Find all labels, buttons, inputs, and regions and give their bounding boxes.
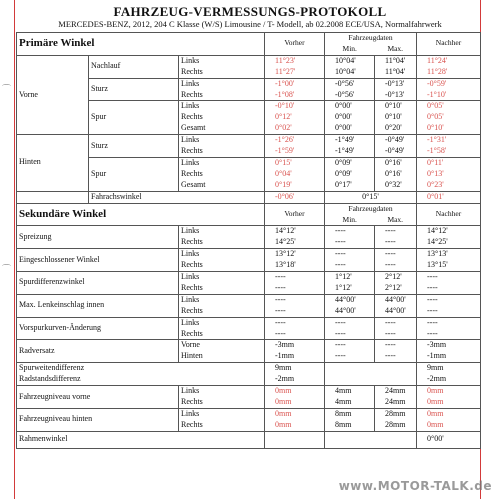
parameter-label: Sturz bbox=[89, 78, 179, 101]
value-min: ---- bbox=[325, 260, 375, 271]
side-label: Vorne bbox=[179, 340, 265, 351]
side-label: Rechts bbox=[179, 306, 265, 317]
parameter-label: Rahmenwinkel bbox=[17, 431, 265, 448]
value-max: 2°12' bbox=[375, 272, 417, 283]
value-min: 0°09' bbox=[325, 169, 375, 180]
value-max: 0°20' bbox=[375, 123, 417, 134]
value-nachher: ---- bbox=[417, 329, 481, 340]
value-nachher: ---- bbox=[417, 294, 481, 305]
scan-mark: ⌒ bbox=[2, 84, 12, 94]
parameter-label: Sturz bbox=[89, 135, 179, 158]
side-label: Gesamt bbox=[179, 123, 265, 134]
value-nachher: 0°00' bbox=[417, 431, 481, 448]
value-vorher: 11°27' bbox=[265, 67, 325, 78]
side-label: Links bbox=[179, 101, 265, 112]
page-title: FAHRZEUG-VERMESSUNGS-PROTOKOLL bbox=[113, 4, 387, 19]
col-header-fahrzeugdaten: Fahrzeugdaten bbox=[325, 203, 417, 214]
parameter-label: Spur bbox=[89, 157, 179, 191]
value-vorher: 9mm bbox=[265, 363, 325, 374]
parameter-label: Spurweitendifferenz bbox=[17, 363, 265, 374]
side-label: Links bbox=[179, 317, 265, 328]
col-header-min: Min. bbox=[342, 43, 357, 53]
value-nachher: 0mm bbox=[417, 397, 481, 408]
value-fahrzeugdaten bbox=[325, 431, 417, 448]
value-vorher: ---- bbox=[265, 329, 325, 340]
side-label: Rechts bbox=[179, 260, 265, 271]
parameter-label: Eingeschlossener Winkel bbox=[17, 249, 179, 272]
table-row bbox=[17, 340, 481, 351]
parameter-label: Nachlauf bbox=[89, 55, 179, 78]
value-min: ---- bbox=[325, 249, 375, 260]
scan-mark: ⌒ bbox=[2, 264, 12, 274]
col-header-nachher: Nachher bbox=[417, 203, 481, 226]
side-label: Gesamt bbox=[179, 180, 265, 191]
value-nachher: 0°05' bbox=[417, 101, 481, 112]
value-max: 44°00' bbox=[375, 294, 417, 305]
value-max: 11°04' bbox=[375, 67, 417, 78]
side-label: Links bbox=[179, 78, 265, 89]
value-min: -0°56' bbox=[325, 78, 375, 89]
value-min: -1°49' bbox=[325, 135, 375, 146]
value-vorher: -0°10' bbox=[265, 101, 325, 112]
value-min: 0°00' bbox=[325, 101, 375, 112]
value-vorher: 0°15' bbox=[265, 157, 325, 168]
value-max: ---- bbox=[375, 237, 417, 248]
value-vorher: ---- bbox=[265, 317, 325, 328]
value-nachher: 11°28' bbox=[417, 67, 481, 78]
parameter-label: Vorspurkurven-Änderung bbox=[17, 317, 179, 340]
side-label: Links bbox=[179, 408, 265, 419]
value-nachher: ---- bbox=[417, 272, 481, 283]
side-label: Rechts bbox=[179, 169, 265, 180]
side-label: Rechts bbox=[179, 397, 265, 408]
col-header-min: Min. bbox=[342, 214, 357, 224]
value-max: 0°32' bbox=[375, 180, 417, 191]
value-nachher: 0°01' bbox=[417, 191, 481, 203]
value-fahrzeugdaten bbox=[325, 374, 417, 385]
value-vorher: ---- bbox=[265, 306, 325, 317]
value-fahrzeugdaten bbox=[325, 363, 417, 374]
section-title-primary: Primäre Winkel bbox=[17, 33, 265, 56]
value-nachher: 0°13' bbox=[417, 169, 481, 180]
value-nachher: 0°05' bbox=[417, 112, 481, 123]
value-min: 0°00' bbox=[325, 123, 375, 134]
value-max: 0°10' bbox=[375, 112, 417, 123]
col-header-max: Max. bbox=[375, 215, 417, 226]
value-max: 0°10' bbox=[375, 101, 417, 112]
value-max: ---- bbox=[375, 340, 417, 351]
side-label: Links bbox=[179, 55, 265, 66]
value-vorher: -1°00' bbox=[265, 78, 325, 89]
value-nachher: 0°23' bbox=[417, 180, 481, 191]
value-vorher: 0°04' bbox=[265, 169, 325, 180]
value-nachher: -1°31' bbox=[417, 135, 481, 146]
value-vorher: 0mm bbox=[265, 420, 325, 431]
value-max: ---- bbox=[375, 260, 417, 271]
value-min: 0°09' bbox=[325, 157, 375, 168]
table-row bbox=[17, 317, 481, 328]
group-label: Hinten bbox=[17, 135, 89, 192]
table-row bbox=[17, 191, 481, 203]
value-vorher: 14°25' bbox=[265, 237, 325, 248]
side-label: Links bbox=[179, 226, 265, 237]
value-vorher: 13°18' bbox=[265, 260, 325, 271]
value-max: 24mm bbox=[375, 386, 417, 397]
value-max: ---- bbox=[375, 351, 417, 362]
side-label: Rechts bbox=[179, 90, 265, 101]
value-min: 44°00' bbox=[325, 294, 375, 305]
parameter-label: Fahrachswinkel bbox=[89, 191, 265, 203]
value-max: ---- bbox=[375, 329, 417, 340]
value-min: ---- bbox=[325, 351, 375, 362]
side-label: Rechts bbox=[179, 146, 265, 157]
side-label: Hinten bbox=[179, 351, 265, 362]
col-header-vorher: Vorher bbox=[265, 33, 325, 56]
value-vorher: 13°12' bbox=[265, 249, 325, 260]
value-min: 1°12' bbox=[325, 283, 375, 294]
value-vorher: 0°02' bbox=[265, 123, 325, 134]
table-row bbox=[17, 374, 481, 385]
table-row bbox=[17, 226, 481, 237]
value-vorher: -1°08' bbox=[265, 90, 325, 101]
col-header-vorher: Vorher bbox=[265, 203, 325, 226]
value-min: ---- bbox=[325, 237, 375, 248]
value-max: -0°49' bbox=[375, 135, 417, 146]
value-min: 0°00' bbox=[325, 112, 375, 123]
value-min: ---- bbox=[325, 226, 375, 237]
side-label: Rechts bbox=[179, 283, 265, 294]
value-vorher: 0°19' bbox=[265, 180, 325, 191]
value-nachher: 14°12' bbox=[417, 226, 481, 237]
side-label: Links bbox=[179, 135, 265, 146]
value-nachher: ---- bbox=[417, 317, 481, 328]
value-nachher: -3mm bbox=[417, 340, 481, 351]
value-nachher: 0mm bbox=[417, 386, 481, 397]
value-nachher: 0mm bbox=[417, 408, 481, 419]
value-nachher: 0mm bbox=[417, 420, 481, 431]
col-header-nachher: Nachher bbox=[417, 33, 481, 56]
parameter-label: Fahrzeugniveau vorne bbox=[17, 386, 179, 409]
value-max: -0°49' bbox=[375, 146, 417, 157]
value-max: 28mm bbox=[375, 420, 417, 431]
table-row bbox=[17, 431, 481, 448]
value-nachher: -1°58' bbox=[417, 146, 481, 157]
value-vorher: 0mm bbox=[265, 397, 325, 408]
table-row bbox=[17, 408, 481, 419]
value-vorher: -3mm bbox=[265, 340, 325, 351]
value-nachher: 9mm bbox=[417, 363, 481, 374]
value-nachher: -2mm bbox=[417, 374, 481, 385]
value-min: 4mm bbox=[325, 386, 375, 397]
value-min: 8mm bbox=[325, 420, 375, 431]
value-nachher: 13°13' bbox=[417, 249, 481, 260]
value-min: 10°04' bbox=[325, 55, 375, 66]
table-row bbox=[17, 55, 481, 66]
page-subtitle: MERCEDES-BENZ, 2012, 204 C Klasse (W/S) Limousine / T- Modell, ab 02.2008 ECE/USA, Normalfahrwerk bbox=[58, 19, 442, 29]
value-vorher: 0mm bbox=[265, 408, 325, 419]
parameter-label: Fahrzeugniveau hinten bbox=[17, 408, 179, 431]
value-min: ---- bbox=[325, 317, 375, 328]
value-min: -0°56' bbox=[325, 90, 375, 101]
side-label: Links bbox=[179, 249, 265, 260]
value-nachher: 11°24' bbox=[417, 55, 481, 66]
value-nachher: 0°10' bbox=[417, 123, 481, 134]
value-vorher: -0°06' bbox=[265, 191, 325, 203]
side-label: Links bbox=[179, 294, 265, 305]
value-max: ---- bbox=[375, 249, 417, 260]
value-vorher: 0mm bbox=[265, 386, 325, 397]
value-nachher: ---- bbox=[417, 306, 481, 317]
value-vorher bbox=[265, 431, 325, 448]
margin-line-left bbox=[14, 0, 15, 499]
value-max: ---- bbox=[375, 317, 417, 328]
value-vorher: 14°12' bbox=[265, 226, 325, 237]
value-nachher: 13°15' bbox=[417, 260, 481, 271]
side-label: Links bbox=[179, 272, 265, 283]
value-max: 24mm bbox=[375, 397, 417, 408]
side-label: Rechts bbox=[179, 237, 265, 248]
value-max: 11°04' bbox=[375, 55, 417, 66]
value-vorher: -1°26' bbox=[265, 135, 325, 146]
side-label: Links bbox=[179, 386, 265, 397]
measurement-table bbox=[16, 32, 481, 449]
parameter-label: Spurdifferenzwinkel bbox=[17, 272, 179, 295]
value-max: 44°00' bbox=[375, 306, 417, 317]
value-nachher: -1mm bbox=[417, 351, 481, 362]
table-row bbox=[17, 272, 481, 283]
value-max: 0°16' bbox=[375, 169, 417, 180]
section-title-secondary: Sekundäre Winkel bbox=[17, 203, 265, 226]
table-row bbox=[17, 135, 481, 146]
table-row bbox=[17, 363, 481, 374]
table-row bbox=[17, 249, 481, 260]
value-nachher: ---- bbox=[417, 283, 481, 294]
value-max: ---- bbox=[375, 226, 417, 237]
parameter-label: Spreizung bbox=[17, 226, 179, 249]
side-label: Rechts bbox=[179, 67, 265, 78]
group-label: Vorne bbox=[17, 55, 89, 134]
value-vorher: ---- bbox=[265, 272, 325, 283]
value-min: 1°12' bbox=[325, 272, 375, 283]
side-label: Rechts bbox=[179, 112, 265, 123]
header-row bbox=[17, 203, 481, 214]
group-label bbox=[17, 191, 89, 203]
value-fahrzeugdaten: 0°15' bbox=[325, 191, 417, 203]
value-min: 10°04' bbox=[325, 67, 375, 78]
value-vorher: -1°59' bbox=[265, 146, 325, 157]
value-nachher: -1°10' bbox=[417, 90, 481, 101]
value-vorher: -2mm bbox=[265, 374, 325, 385]
value-max: -0°13' bbox=[375, 90, 417, 101]
side-label: Links bbox=[179, 157, 265, 168]
value-vorher: 11°23' bbox=[265, 55, 325, 66]
header-row bbox=[17, 33, 481, 44]
table-row bbox=[17, 294, 481, 305]
value-max: -0°13' bbox=[375, 78, 417, 89]
parameter-label: Radversatz bbox=[17, 340, 179, 363]
value-nachher: -0°59' bbox=[417, 78, 481, 89]
value-min: 4mm bbox=[325, 397, 375, 408]
value-vorher: ---- bbox=[265, 294, 325, 305]
value-max: 28mm bbox=[375, 408, 417, 419]
value-min: ---- bbox=[325, 329, 375, 340]
value-vorher: 0°12' bbox=[265, 112, 325, 123]
col-header-max: Max. bbox=[375, 44, 417, 55]
value-nachher: 14°25' bbox=[417, 237, 481, 248]
parameter-label: Radstandsdifferenz bbox=[17, 374, 265, 385]
value-max: 0°16' bbox=[375, 157, 417, 168]
value-max: 2°12' bbox=[375, 283, 417, 294]
parameter-label: Spur bbox=[89, 101, 179, 135]
side-label: Rechts bbox=[179, 329, 265, 340]
watermark: www.MOTOR-TALK.de bbox=[338, 479, 492, 493]
side-label: Rechts bbox=[179, 420, 265, 431]
value-min: 0°17' bbox=[325, 180, 375, 191]
value-vorher: -1mm bbox=[265, 351, 325, 362]
value-vorher: ---- bbox=[265, 283, 325, 294]
col-header-fahrzeugdaten: Fahrzeugdaten bbox=[325, 33, 417, 44]
value-min: 8mm bbox=[325, 408, 375, 419]
value-min: -1°49' bbox=[325, 146, 375, 157]
value-min: ---- bbox=[325, 340, 375, 351]
parameter-label: Max. Lenkeinschlag innen bbox=[17, 294, 179, 317]
table-row bbox=[17, 386, 481, 397]
value-min: 44°00' bbox=[325, 306, 375, 317]
value-nachher: 0°11' bbox=[417, 157, 481, 168]
